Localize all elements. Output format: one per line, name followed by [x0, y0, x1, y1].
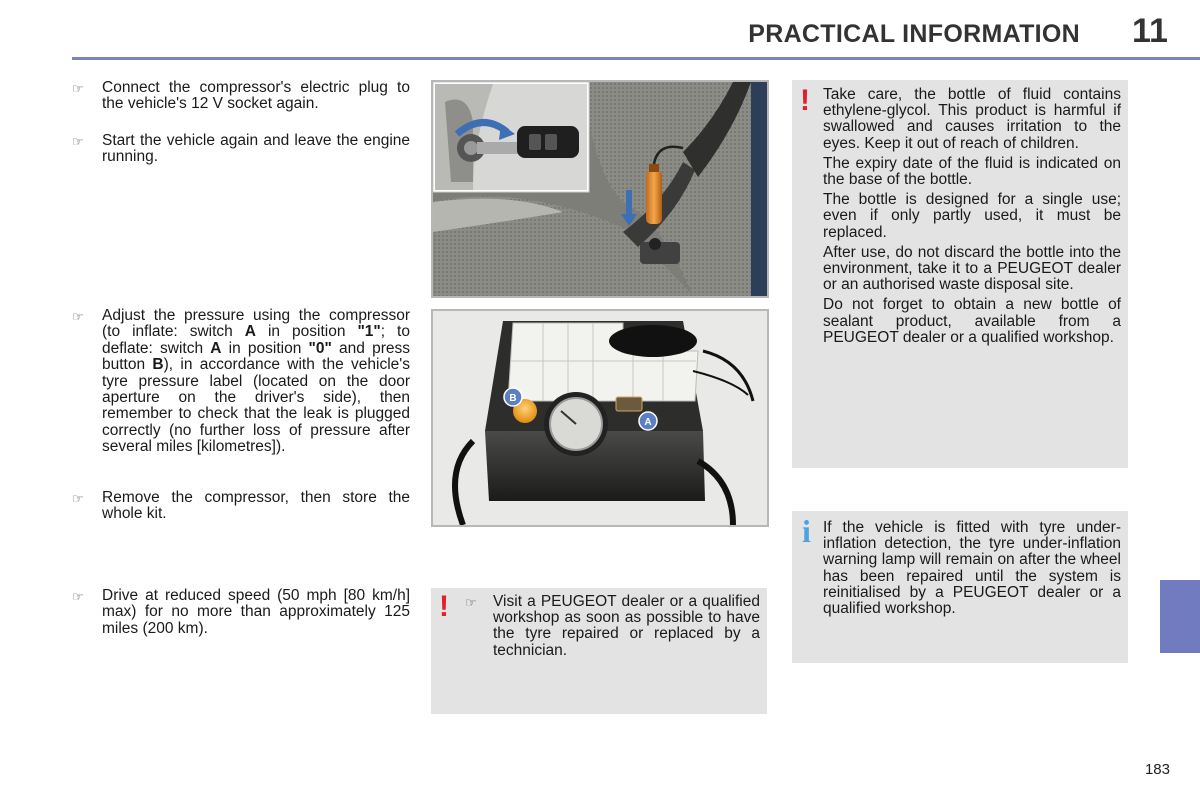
adjust-text-5: and press button	[102, 339, 410, 374]
info-note-underinflation	[792, 511, 1128, 663]
adjust-text-2: in position	[255, 323, 358, 341]
warning-text: Visit a PEUGEOT dealer or a qualified workshop as soon as possible to have the tyre repaired or replaced by a technician.	[493, 593, 760, 659]
warning-paragraph: Do not forget to obtain a new bottle of sealant product, available from a PEUGEOT dealer or a qualified workshop.	[823, 296, 1121, 346]
chapter-side-tab	[1160, 580, 1200, 653]
figure-compressor	[431, 309, 769, 527]
page-number: 183	[1144, 761, 1170, 778]
step-text: Remove the compressor, then store the whole kit.	[102, 489, 410, 523]
pointing-hand-icon: ☞	[72, 134, 84, 149]
label-b-callout: B	[509, 393, 517, 404]
warning-note-sealant	[792, 80, 1128, 468]
adjust-text-4: in position	[221, 339, 309, 357]
section-title: PRACTICAL INFORMATION	[748, 20, 1080, 48]
step-text	[102, 308, 410, 456]
pointing-hand-icon: ☞	[72, 491, 84, 506]
info-text: If the vehicle is fitted with tyre under-inflation detection, the tyre under-inflation warning lamp will remain on after the wheel has been repaired until the system is reinitialised by a PEUGEOT dealer or a qualified workshop.	[823, 519, 1121, 618]
step-text: Connect the compressor's electric plug to the vehicle's 12 V socket again.	[102, 79, 410, 113]
step-drive-reduced-speed	[72, 588, 410, 637]
adjust-text-1: Adjust the pressure using the compressor (to inflate: switch	[102, 307, 410, 341]
car-interior-illustration	[433, 82, 767, 296]
adjust-text-6: ), in accordance with the vehicle's tyre pressure label (located on the door aperture on the driver's side), then remember to check that the leak is plugged correctly (no further loss of pressure after several miles [kilometres]).	[102, 356, 410, 456]
step-connect-plug	[72, 80, 410, 113]
button-b-label: B	[152, 356, 164, 374]
step-adjust-pressure	[72, 308, 410, 456]
step-start-vehicle	[72, 133, 410, 166]
warning-note-repair	[431, 588, 767, 714]
pointing-hand-icon: ☞	[465, 595, 477, 610]
switch-a-label: A	[210, 339, 222, 357]
chapter-number: 11	[1132, 12, 1168, 50]
label-a-callout: A	[644, 417, 652, 428]
compressor-illustration	[433, 311, 767, 525]
warning-paragraph: The expiry date of the fluid is indicated on the base of the bottle.	[823, 154, 1121, 189]
figure-ignition-and-bottle	[431, 80, 769, 298]
pointing-hand-icon: ☞	[72, 309, 84, 324]
warning-paragraph: The bottle is designed for a single use; even if only partly used, it must be replaced.	[823, 191, 1121, 241]
warning-paragraph: Take care, the bottle of fluid contains ethylene-glycol. This product is harmful if swallowed and causes irritation to the eyes. Keep it out of reach of children.	[823, 86, 1121, 152]
exclamation-icon: !	[439, 590, 449, 623]
header-rule	[72, 57, 1200, 60]
info-icon: i	[802, 513, 811, 549]
step-text: Start the vehicle again and leave the engine running.	[102, 132, 410, 166]
adjust-text-3: ; to deflate: switch	[102, 323, 410, 357]
position-1-label: "1"	[357, 323, 381, 341]
switch-a-label: A	[244, 323, 256, 341]
exclamation-icon: !	[800, 84, 810, 117]
step-remove-compressor	[72, 490, 410, 523]
pointing-hand-icon: ☞	[72, 589, 84, 604]
position-0-label: "0"	[308, 339, 332, 357]
warning-paragraph: After use, do not discard the bottle into the environment, take it to a PEUGEOT dealer or an authorised waste disposal site.	[823, 243, 1121, 294]
pointing-hand-icon: ☞	[72, 81, 84, 96]
step-text: Drive at reduced speed (50 mph [80 km/h] max) for no more than approximately 125 miles (200 km).	[102, 587, 410, 637]
